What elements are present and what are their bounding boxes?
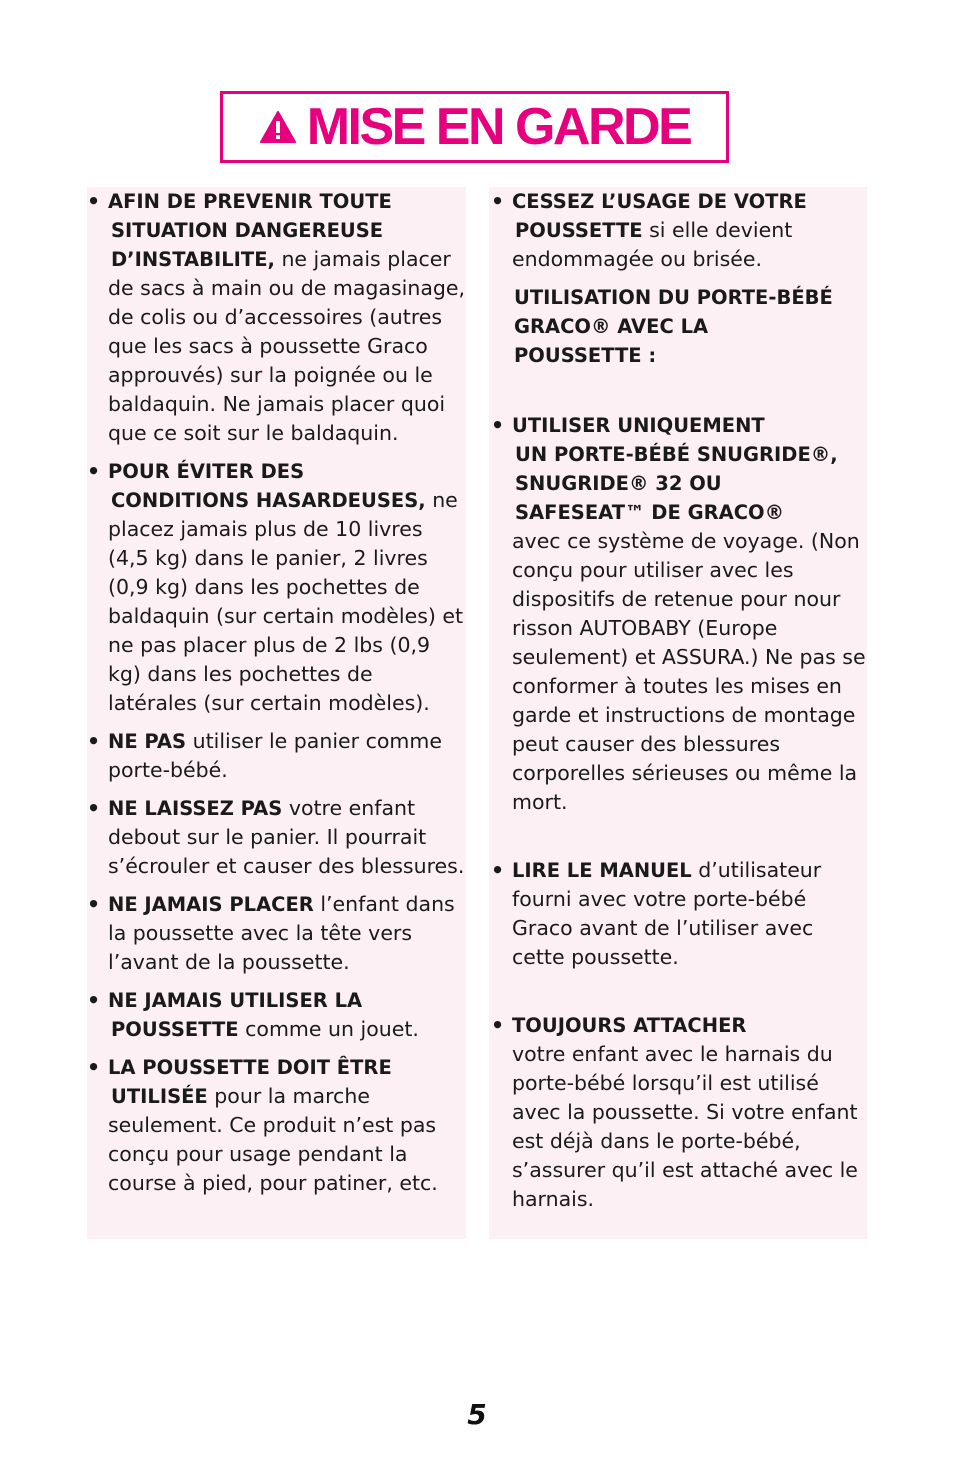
bullet: • [87, 1055, 101, 1079]
warning-item [489, 187, 867, 274]
warning-text: si elle devient endommagée ou brisée. [512, 218, 793, 271]
warning-lead: CESSEZ L’USAGE DE VOTRE POUSSETTE [512, 190, 807, 242]
warning-lead: TOUJOURS ATTACHER [512, 1014, 747, 1037]
bullet: • [491, 413, 505, 437]
warning-item [489, 1011, 867, 1214]
warning-item [489, 411, 867, 817]
bullet: • [491, 1013, 505, 1037]
warning-triangle-icon [259, 110, 297, 144]
warning-text: votre enfant avec le harnais du porte-bébé lorsqu’il est utilisé avec la poussette. Si votre enfant est déjà dans le porte-bébé, s’assurer qu’il est attaché avec le harnais. [512, 1042, 858, 1211]
warning-lead: POUR ÉVITER DES CONDITIONS HASARDEUSES, [108, 460, 426, 512]
warning-text: ne jamais placer de sacs à main ou de magasinage, de colis ou d’accessoires (autres que les sacs à poussette Graco approuvés) sur la poignée ou le baldaquin. Ne jamais placer quoi que ce soit sur le baldaquin. [108, 247, 466, 445]
warning-item [87, 890, 466, 977]
warning-item [87, 1053, 466, 1198]
right-column [489, 187, 867, 1239]
warning-item [87, 794, 466, 881]
warning-lead: NE LAISSEZ PAS [108, 797, 283, 820]
warning-item [87, 727, 466, 785]
warning-item [87, 187, 466, 448]
warning-lead: NE PAS [108, 730, 187, 753]
warning-lead: NE JAMAIS UTILISER LA POUSSETTE [108, 989, 363, 1041]
bullet: • [87, 729, 101, 753]
bullet: • [491, 189, 505, 213]
bullet: • [87, 892, 101, 916]
warning-text: pour la marche seulement. Ce produit n’est pas conçu pour usage pendant la course à pied, pour patiner, etc. [108, 1084, 438, 1195]
bullet: • [87, 459, 101, 483]
warning-item [87, 986, 466, 1044]
warning-text: ne placez jamais plus de 10 livres (4,5 kg) dans le panier, 2 livres (0,9 kg) dans les pochettes de baldaquin (sur certain modèles) et ne pas placer plus de 2 lbs (0,9 kg) dans les pochettes de latérales (sur certain modèles). [108, 488, 464, 715]
page-number: 5 [467, 1398, 487, 1431]
bullet: • [491, 858, 505, 882]
warning-item [489, 856, 867, 972]
warning-item [87, 457, 466, 718]
section-subheading: UTILISATION DU PORTE-BÉBÉ GRACO® AVEC LA POUSSETTE : [514, 286, 833, 367]
warning-text: utiliser le panier comme porte-bébé. [108, 729, 442, 782]
warning-lead: NE JAMAIS PLACER [108, 893, 314, 916]
warning-text: comme un jouet. [238, 1017, 419, 1041]
warning-lead: LA POUSSETTE DOIT ÊTRE UTILISÉE [108, 1056, 392, 1108]
warning-title [259, 97, 691, 157]
warning-lead: AFIN DE PREVENIR TOUTE SITUATION DANGEREUSE D’INSTABILITE, [108, 190, 392, 271]
warning-text: votre enfant debout sur le panier. Il pourrait s’écrouler et causer des blessures. [108, 796, 465, 878]
warning-lead: LIRE LE MANUEL [512, 859, 692, 882]
bullet: • [87, 796, 101, 820]
bullet: • [87, 189, 101, 213]
warning-text: l’enfant dans la poussette avec la tête vers l’avant de la poussette. [108, 892, 455, 974]
warning-lead: UTILISER UNIQUEMENT UN PORTE-BÉBÉ SNUGRIDE®, SNUGRIDE® 32 OU SAFESEAT™ DE GRACO® [512, 414, 838, 524]
warning-text: avec ce système de voyage. (Non conçu pour utiliser avec les dispositifs de retenue pour nour risson AUTOBABY (Europe seulement) et ASSURA.) Ne pas se conformer à toutes les mises en garde et instructions de montage peut causer des blessures corporelles sérieuses ou même la mort. [512, 529, 866, 814]
warning-header [220, 91, 729, 163]
left-column [87, 187, 466, 1239]
warning-text: d’utilisateur fourni avec votre porte-bébé Graco avant de l’utiliser avec cette poussette. [512, 858, 822, 969]
warning-title-text: MISE EN GARDE [306, 98, 691, 156]
bullet: • [87, 988, 101, 1012]
